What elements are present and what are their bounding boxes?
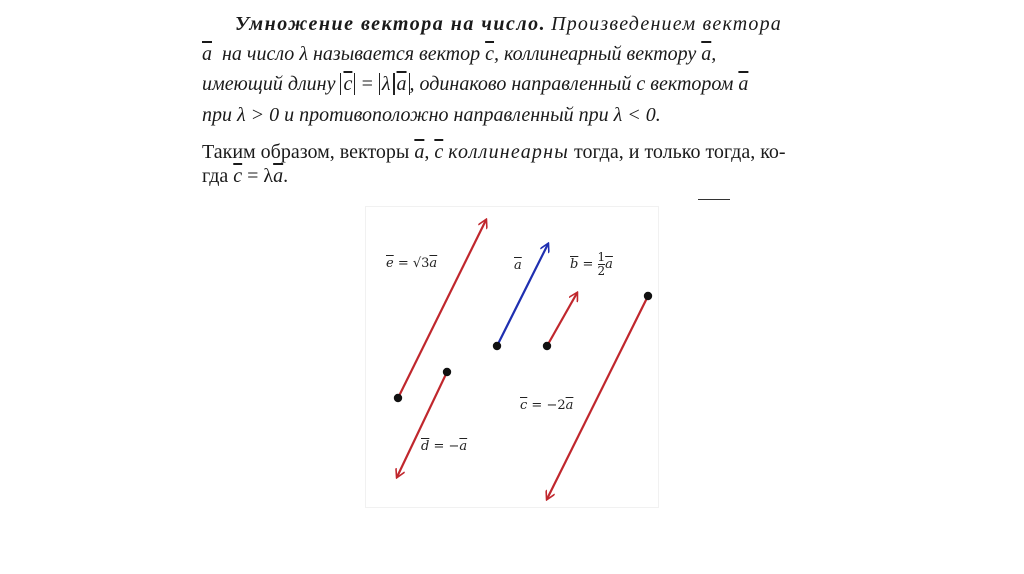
label-e [386,256,437,271]
fraction-denominator: 2 [597,264,606,278]
vector-d-origin [443,368,451,376]
text-fragment: , одинаково направленный с вектором [409,73,734,95]
label-b-symbol: $\overline{b}$ [570,257,579,272]
vector-c-origin [644,292,652,300]
text-fragment: . [283,165,289,187]
label-d [421,439,467,454]
text-fragment: Таким образом, векторы [202,141,410,163]
vector-a: $\overline{a}$ [738,73,749,95]
label-a-symbol: $\overline{a}$ [514,258,522,273]
conclusion-line-1 [202,140,786,164]
vector-d-arrow [397,372,447,477]
vector-c: $\overline{c}$ [233,165,243,187]
abs-c [340,73,355,95]
label-d-symbol: $\overline{d}$ [421,439,430,454]
label-d-eq: = − [429,439,460,454]
vector-c: $\overline{c}$ [343,73,353,95]
label-d-a: $\overline{a}$ [459,439,468,454]
vector-a-arrow [497,244,548,346]
vector-c: $\overline{c}$ [485,43,495,65]
text-fragment: < 0. [627,104,661,126]
definition-line-2 [202,42,716,66]
definition-text: Произведением вектора [551,13,782,35]
text-fragment: , коллинеарный вектору [494,43,697,65]
label-c [520,398,573,413]
text-fragment: гда [202,165,229,187]
label-e-symbol: $\overline{e}$ [386,256,394,271]
stray-dash [698,199,730,200]
label-c-symbol: $\overline{c}$ [520,398,528,413]
vector-a: $\overline{a}$ [273,165,284,187]
lambda-symbol: λ [299,43,308,65]
text-fragment: на число [222,43,295,65]
label-c-a: $\overline{a}$ [565,398,574,413]
label-e-a: $\overline{a}$ [429,256,438,271]
collinear-word: коллинеарны [448,141,569,163]
label-b-eq: = [578,257,598,272]
label-b-a: $\overline{a}$ [605,257,613,272]
lambda-symbol: λ [613,104,623,126]
label-e-eq: = √3 [393,256,430,271]
fraction-numerator: 1 [597,250,606,264]
label-b [570,251,613,278]
vector-e-origin [394,394,402,402]
label-a [514,258,522,273]
abs-lambda [379,73,394,95]
label-c-eq: = −2 [527,398,566,413]
vectors-figure [366,207,658,507]
definition-line-1 [235,12,782,36]
definition-line-3 [202,72,748,96]
equals-sign: = [360,73,374,95]
vectors-diagram [366,207,658,507]
vector-e-arrow [398,220,486,398]
conclusion-line-2 [202,164,288,188]
lambda-symbol: λ [381,73,391,95]
text-fragment: , [711,43,717,65]
text-fragment: > 0 и противоположно направленный при [250,104,609,126]
text-fragment: имеющий длину [202,73,336,95]
vector-a-origin [493,342,501,350]
formula-fragment: = λ [247,165,274,187]
text-fragment: тогда, и только тогда, ко- [574,141,786,163]
vector-b-arrow [547,293,577,346]
vector-c: $\overline{c}$ [434,141,444,163]
definition-line-4 [202,103,661,127]
text-fragment: , [424,141,430,163]
lambda-symbol: λ [237,104,246,126]
vector-a: $\overline{a}$ [414,141,425,163]
abs-a [394,73,410,95]
vector-a: $\overline{a}$ [701,43,712,65]
vector-b-origin [543,342,551,350]
vector-a: $\overline{a}$ [396,73,407,95]
text-fragment: называется вектор [312,43,481,65]
label-b-fraction [598,251,606,278]
definition-title: Умножение вектора на число. [235,13,547,35]
text-fragment: при [202,104,232,126]
vector-a: $\overline{a}$ [202,43,212,65]
